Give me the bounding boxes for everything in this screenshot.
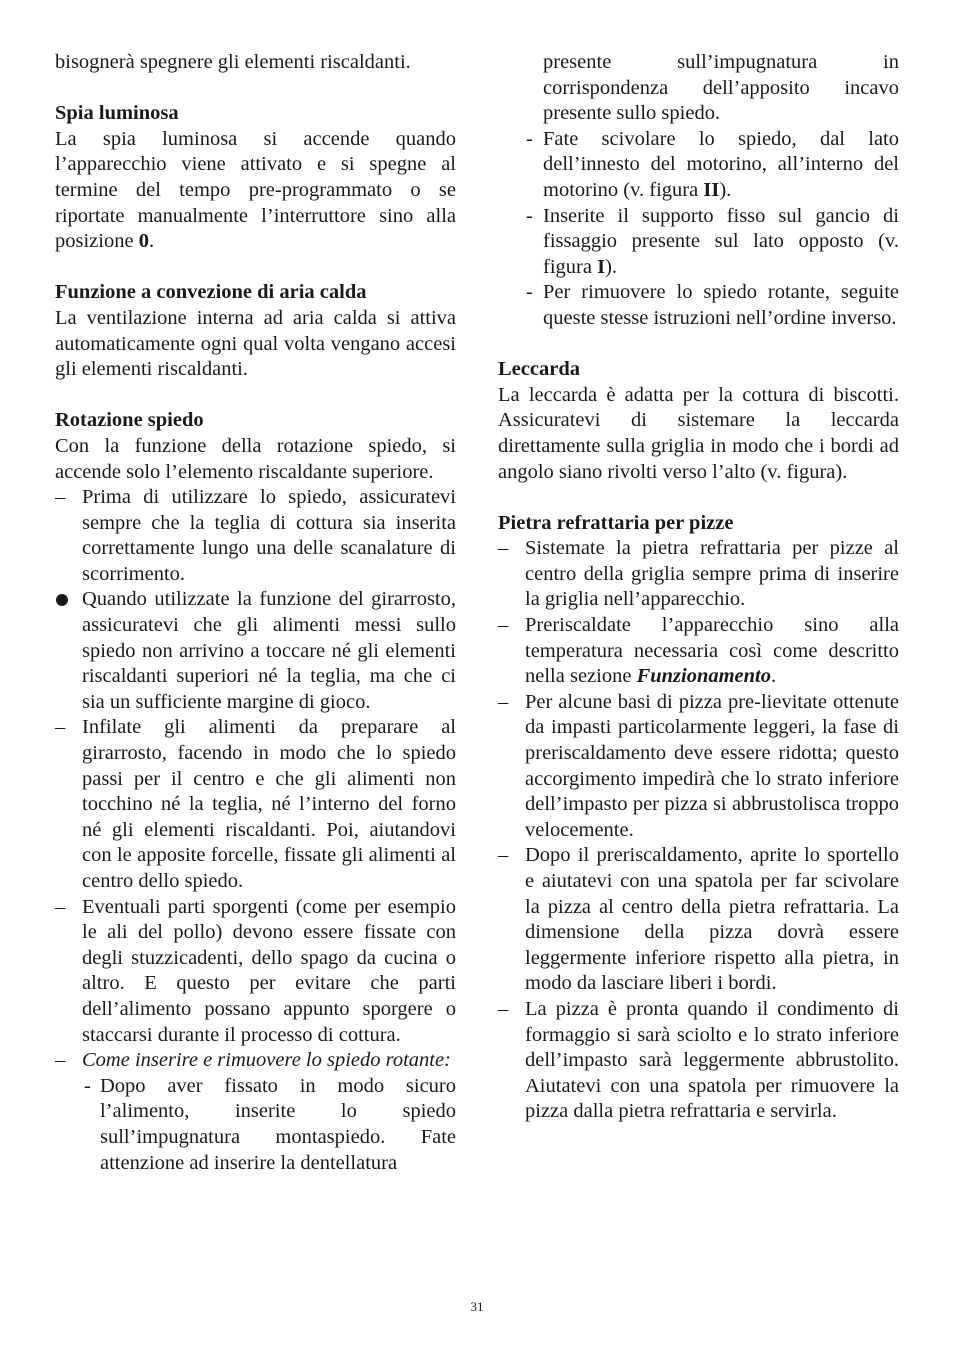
heading-convezione: Funzione a convezione di aria calda	[55, 281, 367, 304]
list-item-spiedo-instructions: – Come inserire e rimuovere lo spiedo rotante:	[55, 1048, 456, 1074]
warning-dot-icon	[56, 594, 68, 606]
sub-list-item: - Inserite il supporto fisso sul gancio di fissaggio presente sul lato opposto (v. figura I).	[526, 204, 899, 278]
right-column	[498, 50, 899, 1125]
list-item: – Sistemate la pietra refrattaria per pizze al centro della griglia sempre prima di inserire la griglia nell’apparecchio.	[498, 537, 899, 611]
spia-text: La spia luminosa si accende quando l’apparecchio viene attivato e si spegne al termine del tempo pre-programmato o se riportate manualmente l’interruttore sino alla posizione	[55, 127, 456, 253]
list-item: Quando utilizzate la funzione del girarrosto, assicuratevi che gli alimenti messi sullo spiedo non arrivino a toccare né gli elementi riscaldanti superiori né la teglia, ma che ci sia un sufficiente margine di gioco.	[55, 587, 456, 715]
dash-bullet: –	[498, 690, 509, 713]
list-item: – Dopo il preriscaldamento, aprite lo sportello e aiutatevi con una spatola per far scivolare la pizza al centro della pietra refrattaria. La dimensione della pizza dovrà essere leggermente inferiore rispetto alla pietra, in modo da lasciare liberi i bordi.	[498, 844, 899, 995]
dash-bullet: –	[55, 716, 66, 739]
dash-bullet: –	[55, 486, 66, 509]
convezione-paragraph: La ventilazione interna ad aria calda si attiva automaticamente ogni qual volta vengano accesi gli elementi riscaldanti.	[55, 306, 456, 381]
list-item: – Per alcune basi di pizza pre-lievitate ottenute da impasti particolarmente leggeri, la fase di preriscaldamento deve essere ridotta; questo accorgimento impedirà che lo strato inferiore dell’impasto per pizza si abbrustolisca troppo velocemente.	[498, 690, 899, 841]
figure-ref: I	[597, 255, 606, 278]
hyphen-bullet: -	[84, 1074, 91, 1097]
intro-line: bisognerà spegnere gli elementi riscaldanti.	[55, 51, 411, 73]
section-reference: Funzionamento	[636, 665, 772, 688]
hyphen-bullet: -	[526, 204, 533, 227]
left-column	[55, 50, 456, 1176]
list-item: – La pizza è pronta quando il condimento di formaggio si sarà sciolto e lo strato inferiore dell’impasto sarà leggermente abbrustolito. Aiutatevi con una spatola per rimuovere la pizza dalla pietra refrattaria e servirla.	[498, 997, 899, 1123]
dash-bullet: –	[55, 1049, 66, 1072]
sub-item-continuation: presente sull’impugnatura in corrispondenza dell’apposito incavo presente sullo spiedo.	[543, 51, 899, 125]
dash-bullet: –	[498, 844, 509, 867]
dash-bullet: –	[498, 614, 509, 637]
dash-bullet: –	[498, 997, 509, 1020]
figure-ref: II	[703, 178, 720, 201]
page-number: 31	[470, 1299, 484, 1314]
heading-spia-luminosa: Spia luminosa	[55, 102, 179, 125]
spia-paragraph: La spia luminosa si accende quando l’apparecchio viene attivato e si spegne al termine del tempo pre-programmato o se riportate manualmente l’interruttore sino alla posizione 0.	[55, 127, 456, 253]
rotazione-paragraph: Con la funzione della rotazione spiedo, si accende solo l’elemento riscaldante superiore.	[55, 434, 456, 483]
spia-position-value: 0	[138, 230, 149, 253]
heading-pietra-refrattaria: Pietra refrattaria per pizze	[498, 511, 734, 534]
sub-list-item: - Fate scivolare lo spiedo, dal lato dell’innesto del motorino, all’interno del motorino (v. figura II).	[526, 127, 899, 201]
list-item: – Preriscaldate l’apparecchio sino alla temperatura necessaria così come descritto nella sezione Funzionamento.	[498, 614, 899, 688]
list-item: – Infilate gli alimenti da preparare al girarrosto, facendo in modo che lo spiedo passi per il centro e che gli alimenti non tocchino né la teglia, né l’interno del forno né gli elementi riscaldanti. Poi, aiutandovi con le apposite forcelle, fissate gli alimenti al centro dello spiedo.	[55, 716, 456, 892]
leccarda-paragraph: La leccarda è adatta per la cottura di biscotti. Assicuratevi di sistemare la leccarda direttamente sulla griglia in modo che i bordi ad angolo siano rivolti verso l’alto (v. figura).	[498, 383, 899, 483]
sub-list-item: - Per rimuovere lo spiedo rotante, seguite queste stesse istruzioni nell’ordine inverso.	[526, 281, 899, 329]
heading-rotazione-spiedo: Rotazione spiedo	[55, 409, 204, 432]
hyphen-bullet: -	[526, 127, 533, 150]
heading-leccarda: Leccarda	[498, 358, 580, 381]
sub-list-item: - Dopo aver fissato in modo sicuro l’alimento, inserite lo spiedo sull’impugnatura montaspiedo. Fate attenzione ad inserire la dentellatura	[84, 1074, 456, 1174]
dash-bullet: –	[498, 537, 509, 560]
hyphen-bullet: -	[526, 281, 533, 304]
list-item: – Eventuali parti sporgenti (come per esempio le ali del pollo) devono essere fissate con degli stuzzicadenti, dello spago da cucina o altro. E questo per evitare che parti dell’alimento possano appunto sporgere o staccarsi durante il processo di cottura.	[55, 895, 456, 1046]
list-item: – Prima di utilizzare lo spiedo, assicuratevi sempre che la teglia di cottura sia inserita correttamente lungo una delle scanalature di scorrimento.	[55, 486, 456, 585]
dash-bullet: –	[55, 895, 66, 918]
